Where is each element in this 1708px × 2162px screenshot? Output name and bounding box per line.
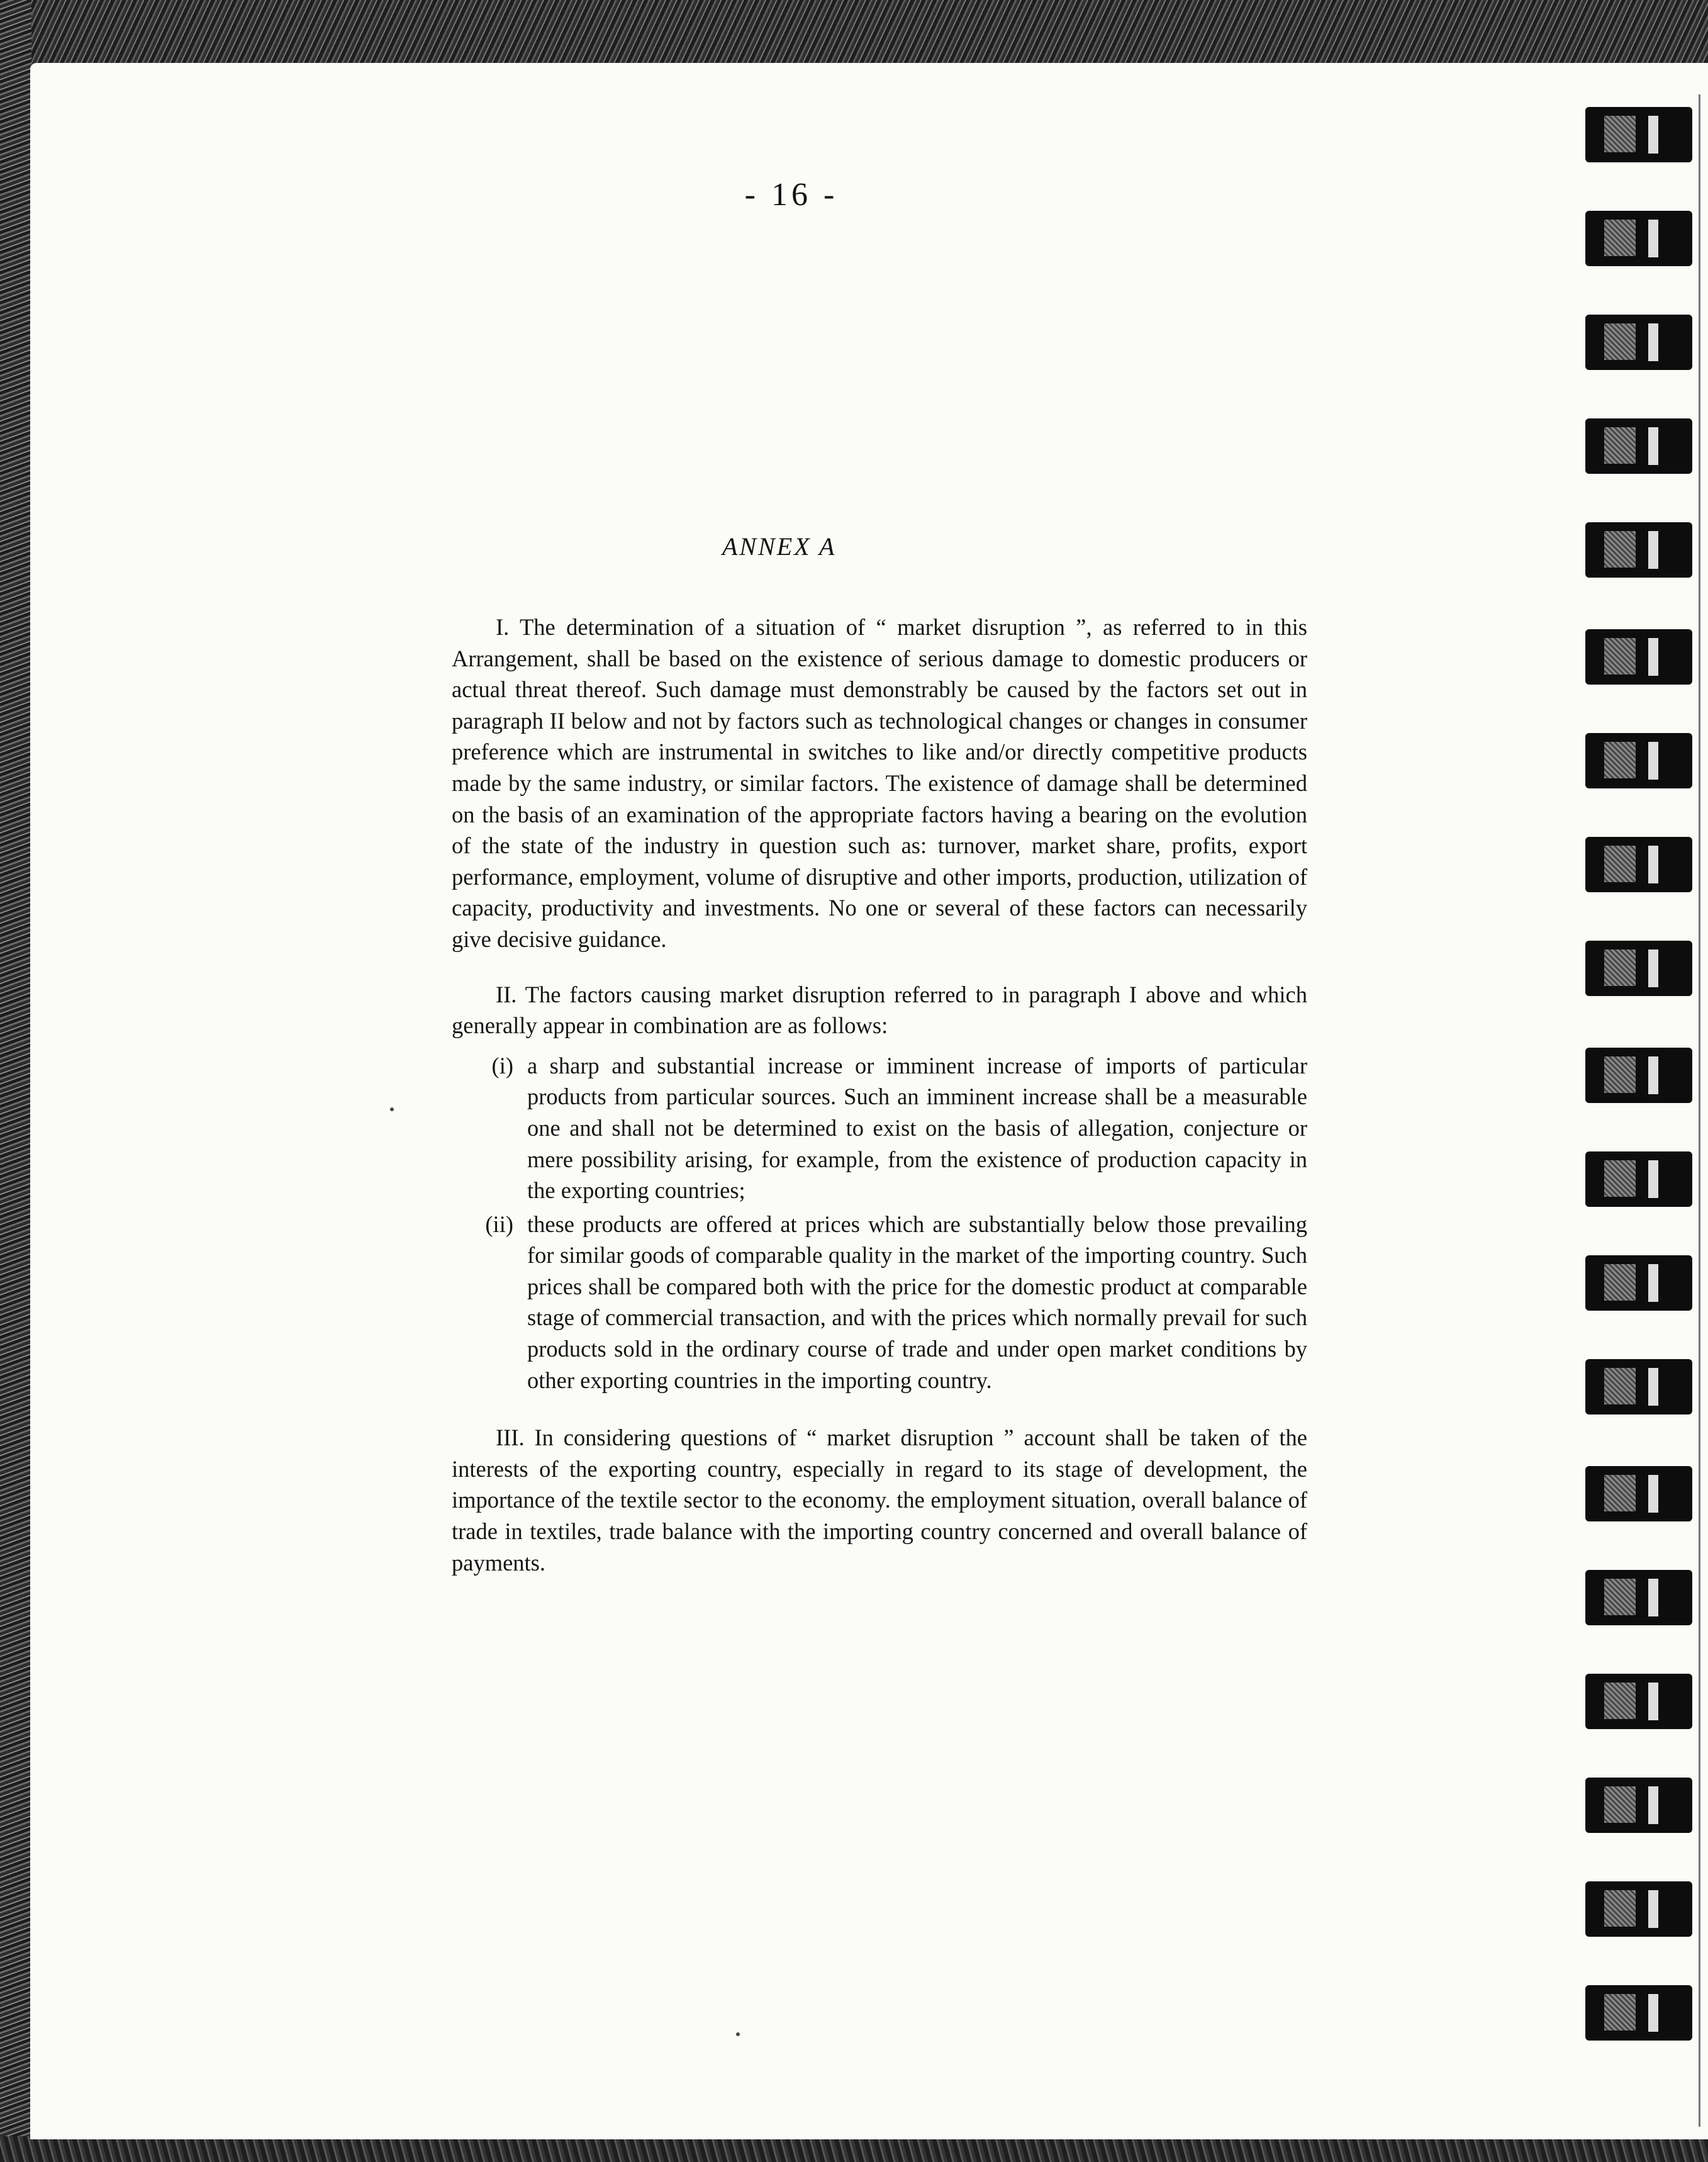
binding-ring (1585, 1674, 1692, 1729)
paragraph-ii: II. The factors causing market disruption referred to in paragraph I above and which generally appear in combination are as follows: (452, 981, 1307, 1039)
binding-ring (1585, 1151, 1692, 1207)
annex-body (452, 612, 1307, 1578)
binding-ring (1585, 837, 1692, 892)
binding-ring (1585, 315, 1692, 370)
binding-ring (1585, 211, 1692, 266)
list-item (452, 1209, 1307, 1396)
binding-ring (1585, 941, 1692, 996)
speck (390, 1107, 394, 1111)
paragraph-iii: III. In considering questions of “ market disruption ” account shall be taken of the interests of the exporting country, especially in regard to its stage of development, the importance of the textile sector to the economy. the employment situation, overall balance of trade in textiles, trade balance with the importing country concerned and overall balance of payments. (452, 1425, 1307, 1576)
paragraph-gap (452, 955, 1307, 979)
binding-wire (1699, 94, 1700, 2127)
scan-border-top (0, 0, 1708, 69)
binding-ring (1585, 1881, 1692, 1937)
binding-ring (1585, 418, 1692, 474)
binding-ring (1585, 1466, 1692, 1521)
binding-ring (1585, 1778, 1692, 1833)
binding-ring (1585, 1359, 1692, 1414)
scan-border-bottom (0, 2136, 1708, 2162)
speck (736, 2032, 740, 2036)
binding-ring (1585, 629, 1692, 685)
list-item (452, 1050, 1307, 1206)
scan-border-left (0, 0, 31, 2162)
binding-ring (1585, 1255, 1692, 1311)
document-page (30, 63, 1708, 2139)
binding-ring (1585, 1985, 1692, 2041)
binding-ring (1585, 1570, 1692, 1625)
paragraph-i: I. The determination of a situation of “ market disruption ”, as referred to in this Arrangement, shall be based on the existence of serious damage to domestic producers or actual threat thereof. Such damage must demonstrably be caused by the factors set out in paragraph II below and not by factors such as technological changes or changes in consumer preference which are instrumental in switches to like and/or directly competitive products made by the same industry, or similar factors. The existence of damage shall be determined on the basis of an examination of the appropriate factors having a bearing on the evolution of the state of the industry in question such as: turnover, market share, profits, export performance, employment, volume of disruptive and other imports, production, utilization of capacity, productivity and investments. No one or several of these factors can necessarily give decisive guidance. (452, 614, 1307, 952)
binding-ring (1585, 1048, 1692, 1103)
list-item-label: (ii) (485, 1211, 513, 1237)
binding-ring (1585, 733, 1692, 788)
paragraph-gap (452, 1398, 1307, 1422)
list-item-label: (i) (491, 1052, 513, 1078)
spiral-binding (1585, 94, 1705, 2127)
list-item-text: a sharp and substantial increase or imminent increase of imports of particular products from particular sources. Such an imminent increase shall be a measurable one and shall not be determined to exist on the basis of allegation, conjecture or mere possibility arising, for example, from the existence of production capacity in the exporting countries; (527, 1052, 1307, 1204)
binding-ring (1585, 107, 1692, 162)
list-item-text: these products are offered at prices which are substantially below those prevailing for similar goods of comparable quality in the market of the importing country. Such prices shall be compared both with the price for the domestic product at comparable stage of commercial transaction, and with the prices which normally prevail for such products sold in the ordinary course of trade and under open market conditions by other exporting countries in the importing country. (527, 1211, 1307, 1393)
annex-title: ANNEX A (722, 532, 837, 561)
binding-ring (1585, 522, 1692, 578)
factor-list (452, 1050, 1307, 1396)
page-number: - 16 - (744, 177, 839, 213)
